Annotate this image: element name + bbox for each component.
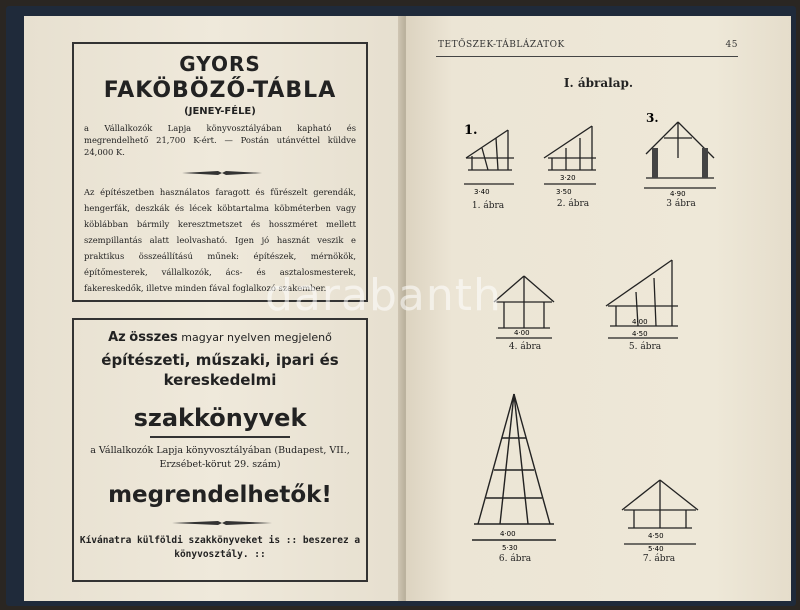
ad2-books-heading: szakkönyvek bbox=[133, 404, 307, 432]
underline-divider bbox=[150, 436, 290, 438]
svg-text:4·00: 4·00 bbox=[514, 329, 530, 337]
svg-text:3·40: 3·40 bbox=[474, 188, 490, 196]
ad2-where: a Vállalkozók Lapja könyvosztályában (Budapest, VII., Erzsébet-körut 29. szám) bbox=[90, 445, 350, 470]
plate-title: I. ábralap. bbox=[563, 76, 634, 90]
advert-fakobozo-tabla bbox=[72, 42, 368, 302]
ad2-categories: építészeti, műszaki, ipari és kereskedelmi bbox=[101, 351, 339, 389]
figure-2-caption: 2. ábra bbox=[556, 199, 590, 209]
svg-text:4·90: 4·90 bbox=[670, 190, 686, 198]
svg-text:5·30: 5·30 bbox=[502, 544, 518, 552]
roof-truss-figure-6-icon bbox=[466, 388, 562, 552]
roof-truss-figure-7-icon bbox=[618, 470, 702, 552]
ad1-subtitle: (JENEY-FÉLE) bbox=[184, 106, 256, 117]
ad1-order-text: a Vállalkozók Lapja könyvosztályában kapható és megrendelhető 21,700 K-ért. — Postán utánvéttel küldve 24,000 K. bbox=[84, 123, 356, 157]
advert-szakkonyvek bbox=[72, 318, 368, 582]
figure-5-caption: 5. ábra bbox=[628, 342, 662, 352]
ad2-intro-az: Az bbox=[108, 330, 126, 345]
ad1-title-line2: FAKÖBÖZŐ-TÁBLA bbox=[103, 78, 337, 103]
svg-text:4·00: 4·00 bbox=[632, 318, 648, 326]
roof-truss-figure-5-icon bbox=[602, 248, 686, 344]
svg-text:1.: 1. bbox=[464, 123, 478, 138]
svg-text:4·50: 4·50 bbox=[648, 532, 664, 540]
page-number: 45 bbox=[725, 40, 738, 50]
ad1-body-text: Az építészetben használatos faragott és fűrészelt gerendák, hengerfák, deszkák és lécek köbtartalma köbméterben vagy köblábban bármily keresztmetszet és hosszméret mellett szempillantás alatt leolvasható. Igen jó hasznát veszik e praktikus összeállítású műnek: építészek, mérnökök, építőmesterek, vállalkozók, ács- és asztalosmesterek, fakereskedők, illetve minden fával foglalkozó szakember. bbox=[84, 187, 356, 293]
roof-truss-figure-3-icon bbox=[642, 108, 722, 198]
ad2-intro bbox=[74, 330, 366, 345]
svg-text:4·00: 4·00 bbox=[500, 530, 516, 538]
figure-7-caption: 7. ábra bbox=[642, 554, 676, 564]
svg-text:4·50: 4·50 bbox=[632, 330, 648, 338]
ad2-intro-osszes: összes bbox=[129, 330, 178, 345]
watermark: darabanth bbox=[265, 270, 502, 321]
ornament-divider-icon bbox=[182, 170, 262, 176]
figure-3-caption: 3 ábra bbox=[666, 199, 696, 209]
svg-text:3.: 3. bbox=[646, 111, 659, 125]
ornament-divider-icon bbox=[172, 520, 272, 526]
roof-truss-figure-1-icon bbox=[458, 108, 528, 198]
figure-1-caption: 1. ábra bbox=[471, 201, 505, 211]
running-head-title: TETŐSZEK-TÁBLÁZATOK bbox=[438, 40, 565, 50]
svg-text:3·20: 3·20 bbox=[560, 174, 576, 182]
figure-6-caption: 6. ábra bbox=[498, 554, 532, 564]
ad2-intro-rest: magyar nyelven megjelenő bbox=[181, 331, 332, 344]
figure-4-caption: 4. ábra bbox=[508, 342, 542, 352]
ad1-title-line1: GYORS bbox=[179, 52, 261, 76]
ad2-footer: Kívánatra külföldi szakkönyveket is :: beszerez a könyvosztály. :: bbox=[79, 535, 361, 560]
header-rule bbox=[436, 56, 738, 57]
svg-text:5·40: 5·40 bbox=[648, 545, 664, 552]
ad2-cta: megrendelhetők! bbox=[108, 482, 332, 508]
running-head bbox=[438, 40, 738, 50]
roof-truss-figure-2-icon bbox=[538, 108, 608, 198]
svg-text:3·50: 3·50 bbox=[556, 188, 572, 196]
